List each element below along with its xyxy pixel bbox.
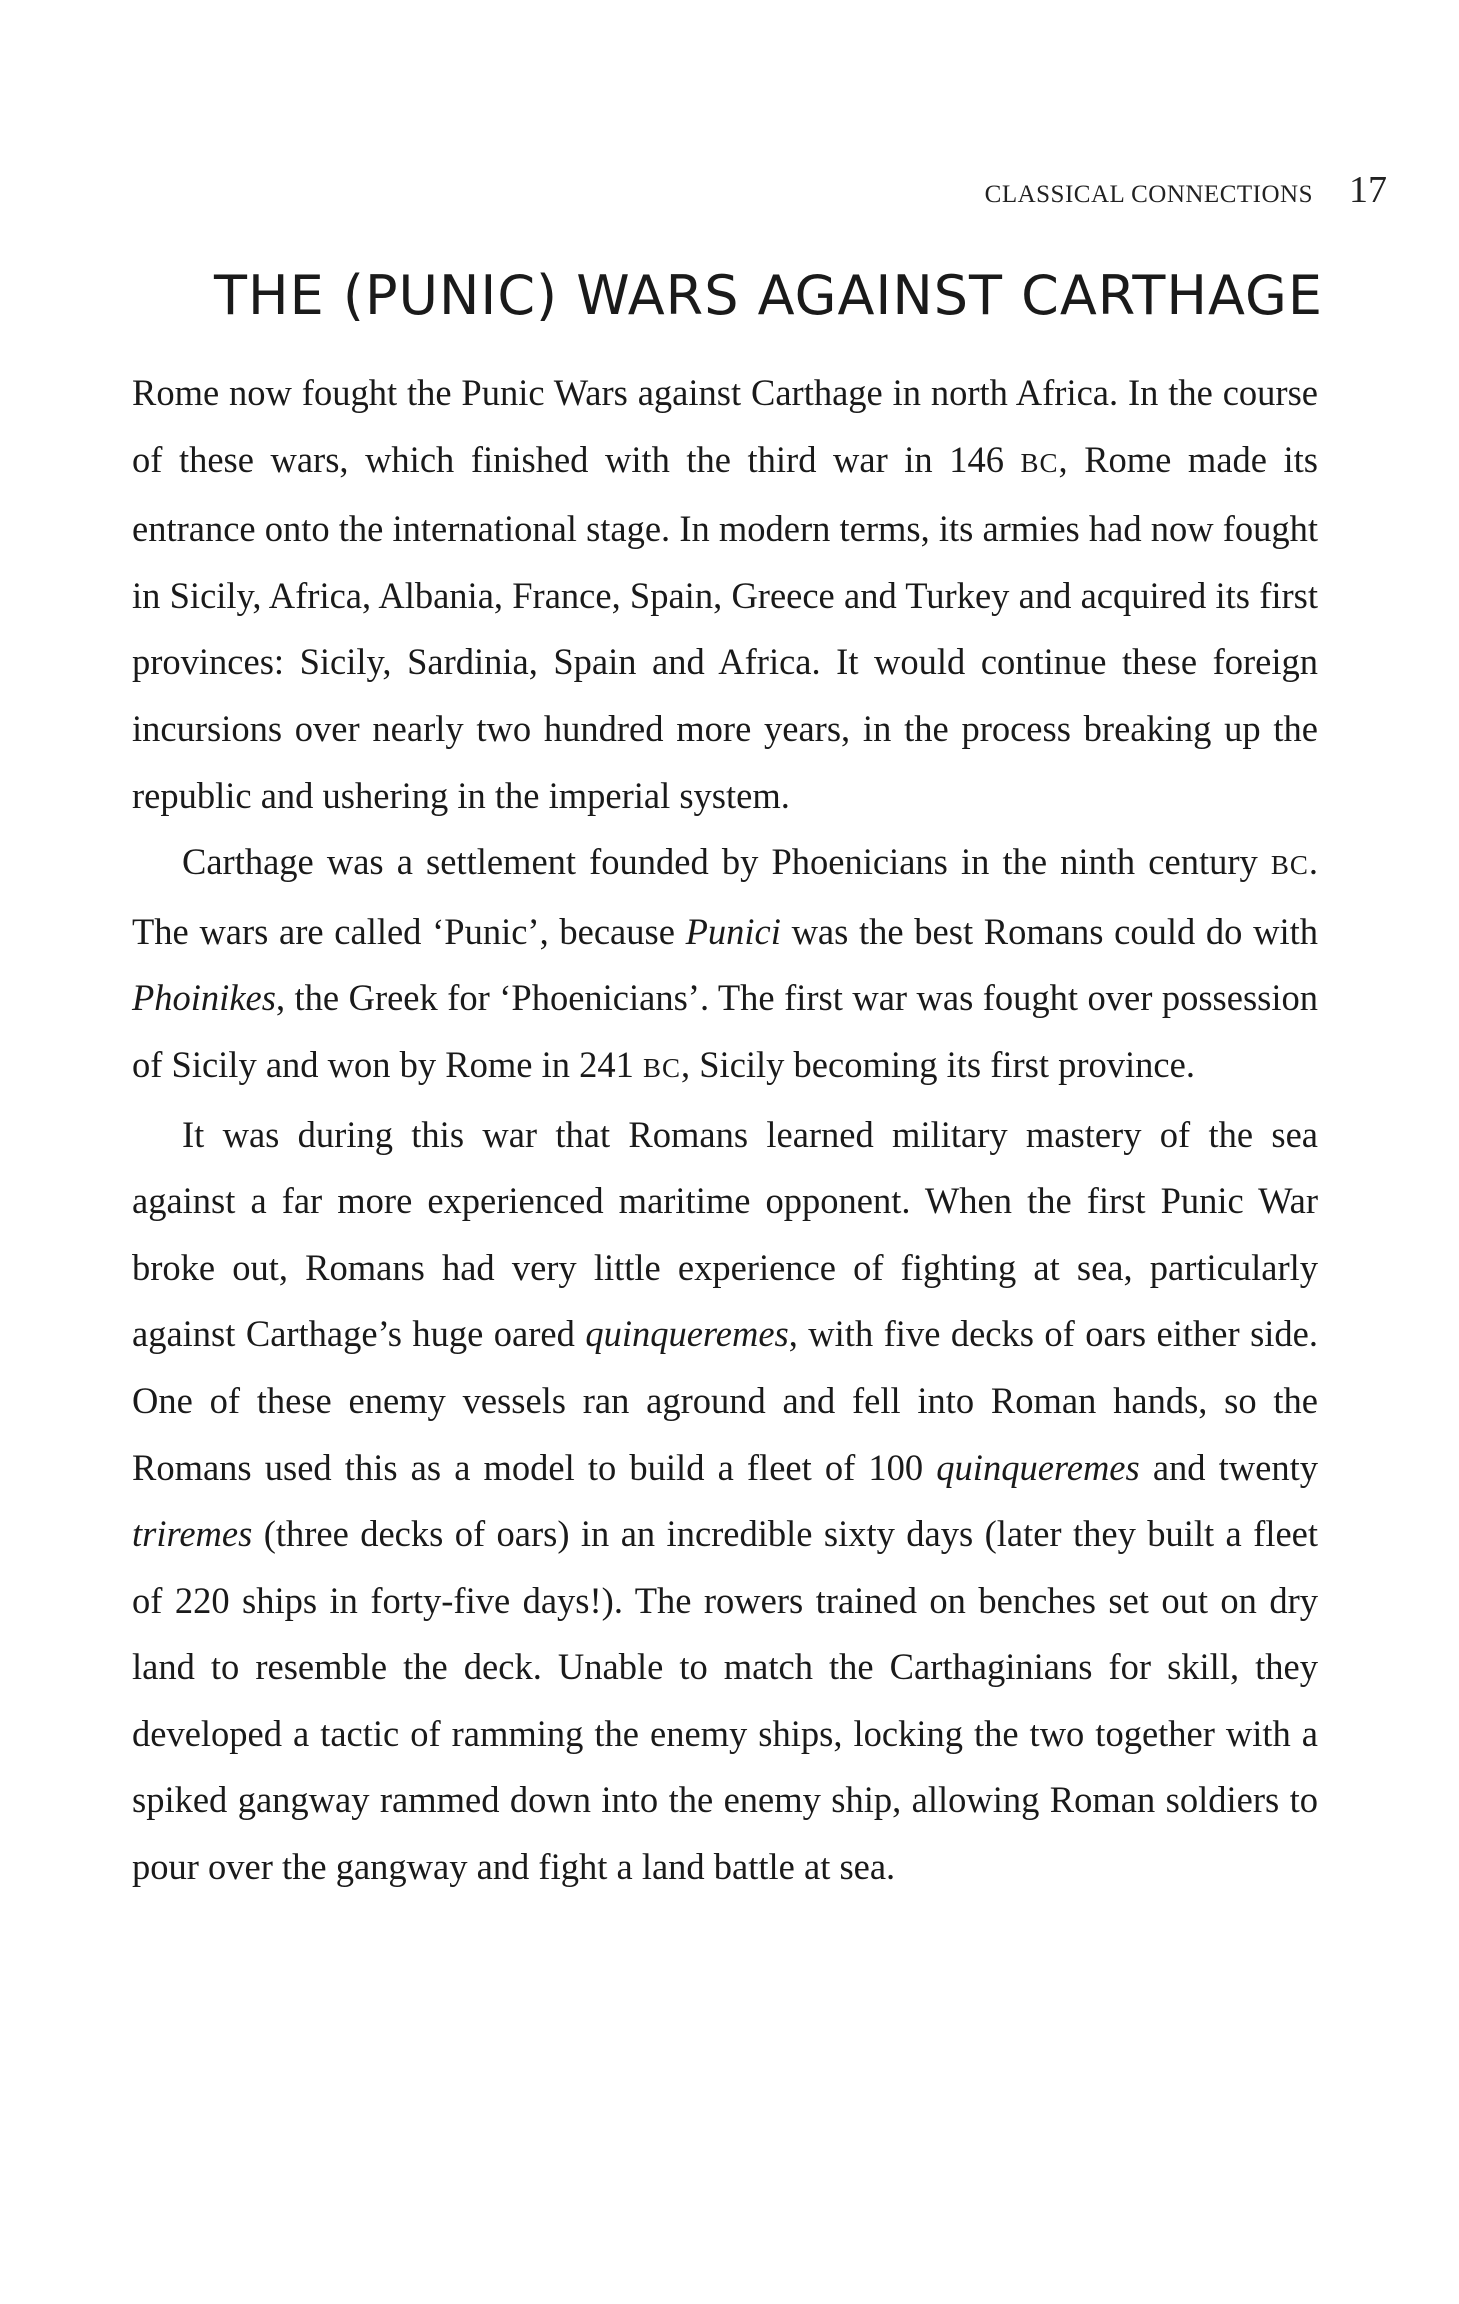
italic-term: Punici <box>685 910 781 952</box>
era-abbreviation: BC <box>1270 850 1309 881</box>
page-number: 17 <box>1349 169 1387 211</box>
running-title: CLASSICAL CONNECTIONS <box>984 181 1313 208</box>
paragraph-2 <box>132 829 1318 1101</box>
text-run: , Rome made its entrance onto the international stage. In modern terms, its armies had now fought in Sicily, Africa, Albania, France, Spain, Greece and Turkey and acquired its first provinces: Sicily, Sardinia, Spain and Africa. It would continue these foreign incursions over nearly two hundred more years, in the process breaking up the republic and ushering in the imperial system. <box>132 438 1319 816</box>
text-run: Rome now fought the Punic Wars against Carthage in north Africa. In the course of these wars, which finished with the third war in 146 <box>132 372 1318 480</box>
body-text <box>132 360 1318 1901</box>
text-run: , the Greek for ‘Phoenicians’. The first war was fought over possession of Sicily and won by Rome in 241 <box>132 977 1318 1085</box>
text-run: (three decks of oars) in an incredible sixty days (later they built a fleet of 220 ships in forty-five days!). The rowers trained on benches set out on dry land to resemble the deck. Unable to match the Carthaginians for skill, they developed a tactic of ramming the enemy ships, locking the two together with a spiked gangway rammed down into the enemy ship, allowing Roman soldiers to pour over the gangway and fight a land battle at sea. <box>132 1513 1318 1888</box>
era-abbreviation: BC <box>1020 447 1059 478</box>
paragraph-3 <box>132 1102 1318 1901</box>
text-run: Carthage was a settlement founded by Phoenicians in the ninth century <box>182 841 1271 883</box>
text-run: and twenty <box>1139 1446 1319 1488</box>
text-run: , with five decks of oars either side. One of these enemy vessels ran aground and fell into Roman hands, so the Romans used this as a model to build a fleet of 100 <box>132 1313 1319 1488</box>
text-run: It was during this war that Romans learned military mastery of the sea against a far more experienced maritime opponent. When the first Punic War broke out, Romans had very little experience of fighting at sea, particularly against Carthage’s huge oared <box>132 1113 1318 1355</box>
italic-term: quinqueremes <box>936 1446 1140 1488</box>
era-abbreviation: BC <box>642 1052 681 1083</box>
chapter-heading: THE (PUNIC) WARS AGAINST CARTHAGE <box>214 264 1323 327</box>
italic-term: quinqueremes <box>585 1313 789 1355</box>
text-run: was the best Romans could do with <box>780 910 1318 952</box>
paragraph-1 <box>132 360 1318 829</box>
text-run: . The wars are called ‘Punic’, because <box>132 841 1318 952</box>
italic-term: Phoinikes <box>132 977 276 1019</box>
italic-term: triremes <box>132 1513 253 1555</box>
text-run: , Sicily becoming its first province. <box>681 1043 1195 1085</box>
running-header <box>985 168 1387 212</box>
